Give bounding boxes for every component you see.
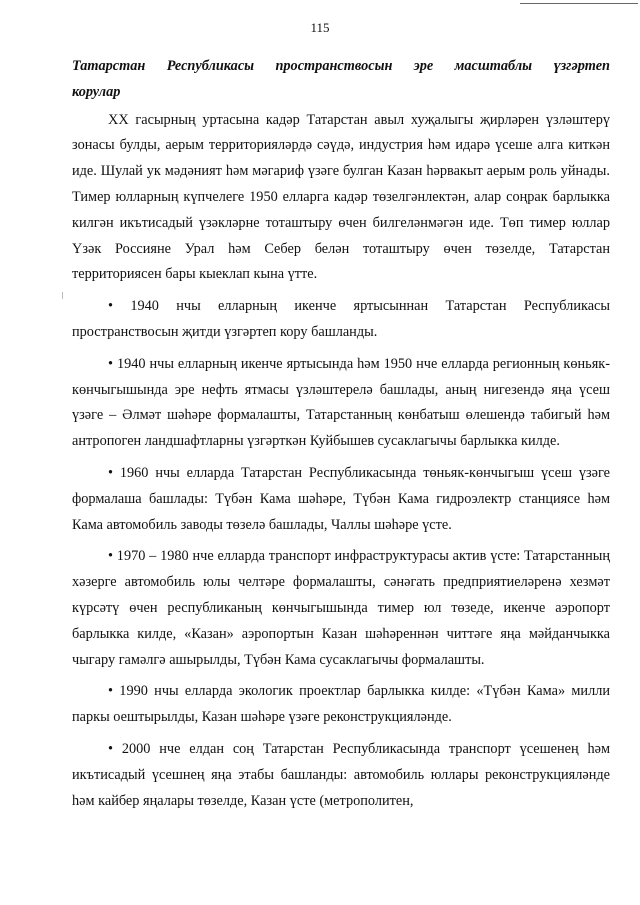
paragraph-1990: • 1990 нчы елларда экологик проектлар барлыкка килде: «Түбән Кама» милли паркы оештырылды, Казан шәһәре үзәге реконструкцияләнде. (72, 683, 610, 726)
paragraph-intro: XX гасырның уртасына кадәр Татарстан авыл хуҗалыгы җирләрен үзләштерү зонасы булды, аерым территорияләрдә сәүдә, индустрия һәм идарә үсеше алга киткән иде. Шулай ук мәдәният һәм мәгариф үзәге булган Казан һәрвакыт аерым роль уйнады. Тимер юлларның күпчелеге 1950 елларга кадәр төзелгәнлектән, алар соңрак барлыкка килгән икътисадый үзәкләрне тоташтыру өчен билгеләнмәгән иде. Төп тимер юллар Үзәк Россияне Урал һәм Себер белән тоташтыру өчен төзелде, Татарстан территориясен бары кыеклап кына үтте. (72, 111, 610, 283)
paragraph-1940-1950: • 1940 нчы елларның икенче яртысында һәм 1950 нче елларда регионның көньяк-көнчыгышында эре нефть ятмасы үзләштерелә башлады, аның нигезендә яңа үсеш үзәге – Әлмәт шәһәре формалашты, Татарстанның көнбатыш өлешендә табигый һәм антропоген ландшафтларны үзгәрткән Куйбышев сусаклагычы барлыкка килде. (72, 355, 610, 450)
top-rule (520, 3, 638, 4)
paragraph-1970-1980: • 1970 – 1980 нче елларда транспорт инфраструктурасы актив үсте: Татарстанның хәзерге автомобиль юлы челтәре формалашты, сәнәгать предприятиеләренә хезмәт күрсәтү өчен республиканың көнчыгышында тимер юл төзеде, икенче аэропорт барлыкка килде, «Казан» аэропортын Казан шәһәреннән читтәге яңа мәйданчыкка чыгару гамәлгә ашырылды, Түбән Кама сусаклагычы формалашты. (72, 548, 610, 668)
page-number: 115 (310, 20, 330, 35)
paragraph-2000: • 2000 нче елдан соң Татарстан Республикасында транспорт үсешенең һәм икътисадый үсешнең яңа этабы башланды: автомобиль юллары реконструкцияләнде һәм кайбер яңалары төзелде, Казан үсте (метрополитен, (72, 740, 610, 809)
paragraph-1960: • 1960 нчы елларда Татарстан Республикасында төньяк-көнчыгыш үсеш үзәге формалаша башлады: Түбән Кама шәһәре, Түбән Кама гидроэлектр станциясе һәм Кама автомобиль заводы төзелә башлады, Чаллы шәһәре үсте. (72, 464, 610, 533)
section-title-line1: Татарстан Республикасы пространствосын эре масштаблы үзгәртеп (72, 58, 610, 74)
paragraph-1940-start: • 1940 нчы елларның икенче яртысыннан Татарстан Республикасы пространствосын җитди үзгәртеп кору башланды. (72, 298, 610, 340)
section-title (72, 54, 610, 106)
page-content (72, 54, 610, 820)
section-title-line2: корулар (72, 83, 121, 100)
margin-mark (62, 292, 63, 299)
